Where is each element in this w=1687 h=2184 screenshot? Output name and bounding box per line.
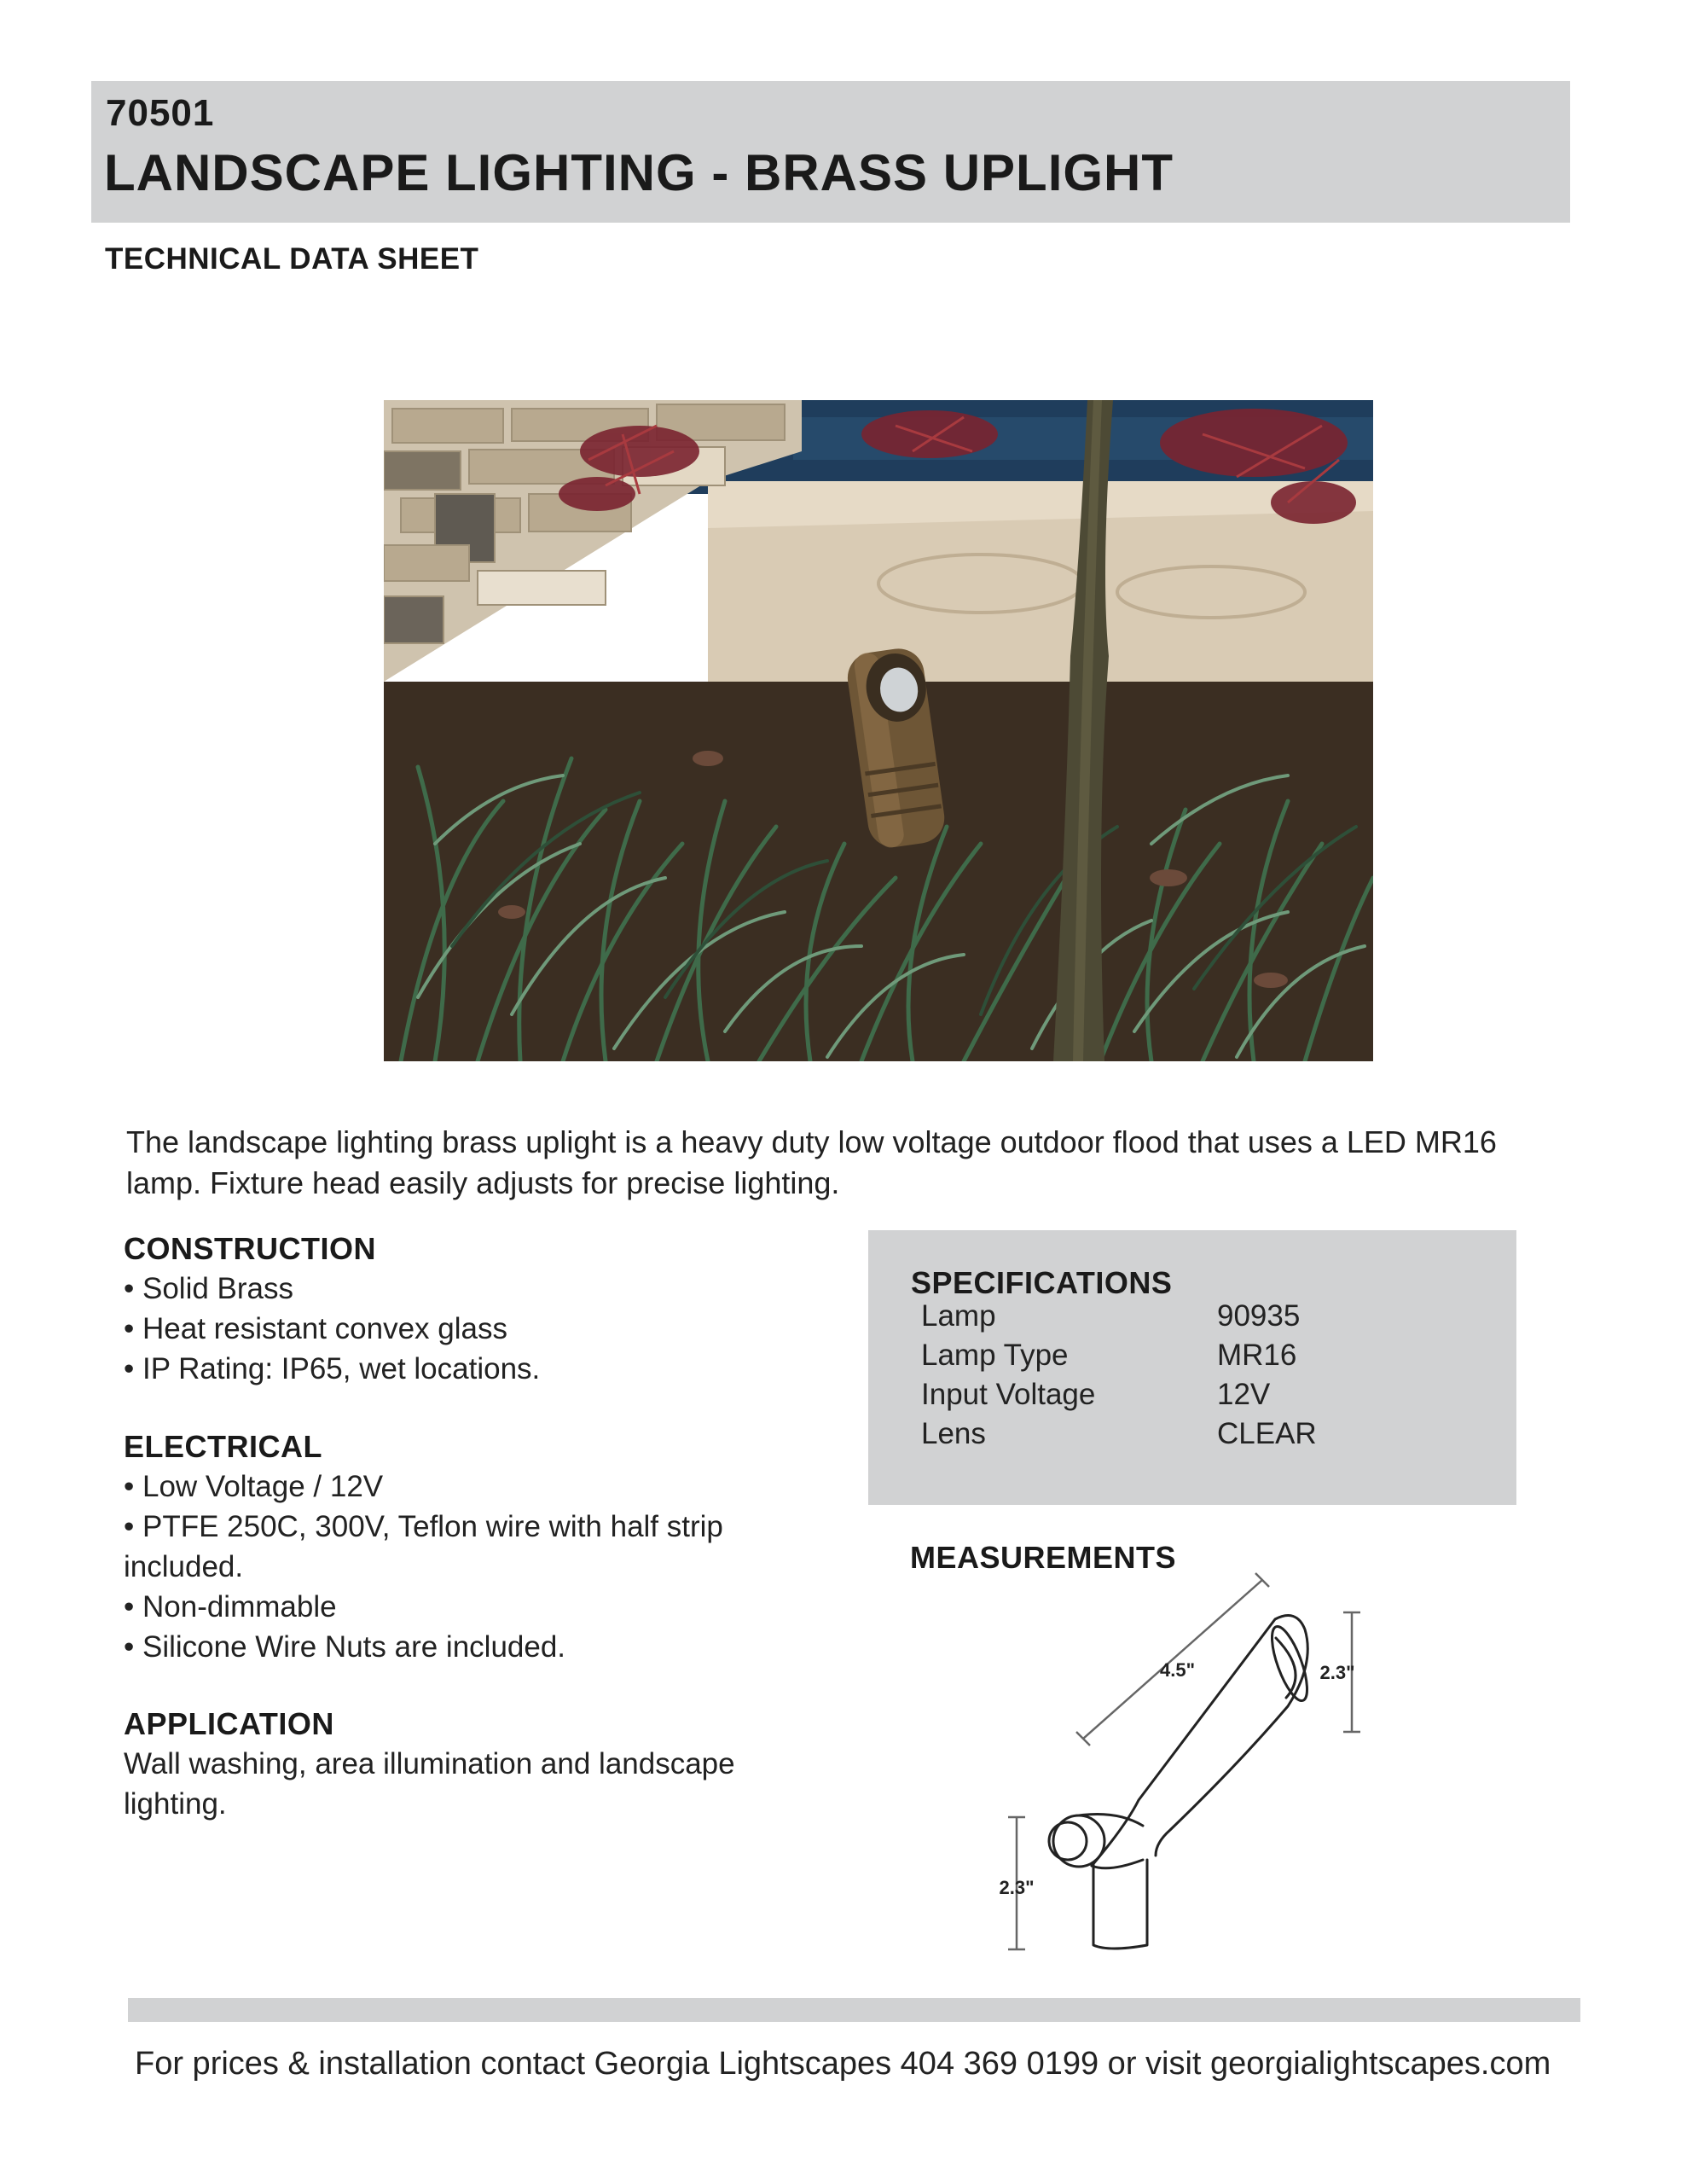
- construction-item: • Solid Brass: [124, 1269, 823, 1309]
- spec-label-lamp: Lamp: [921, 1299, 996, 1333]
- application-section: [124, 1706, 823, 1824]
- spec-value-input-voltage: 12V: [1217, 1378, 1271, 1411]
- construction-item: • IP Rating: IP65, wet locations.: [124, 1349, 823, 1389]
- construction-heading: CONSTRUCTION: [124, 1231, 376, 1266]
- measurements-heading: MEASUREMENTS: [910, 1540, 1177, 1575]
- spec-value-lamp: 90935: [1217, 1299, 1301, 1333]
- dimension-length-label: 4.5": [1160, 1659, 1196, 1681]
- spec-label-lamp-type: Lamp Type: [921, 1339, 1069, 1372]
- product-code: 70501: [106, 92, 215, 134]
- product-description: The landscape lighting brass uplight is a heavy duty low voltage outdoor flood that uses a LED MR16 lamp. Fixture head easily adjusts for precise lighting.: [126, 1124, 1497, 1200]
- application-text: Wall washing, area illumination and landscape lighting.: [124, 1747, 735, 1821]
- specifications-heading: SPECIFICATIONS: [911, 1265, 1173, 1300]
- electrical-item: • Non-dimmable: [124, 1587, 823, 1627]
- product-photo: [384, 400, 1373, 1061]
- application-heading: APPLICATION: [124, 1706, 334, 1741]
- spec-label-lens: Lens: [921, 1417, 986, 1450]
- sheet-type-label: TECHNICAL DATA SHEET: [105, 242, 479, 276]
- construction-item: • Heat resistant convex glass: [124, 1309, 823, 1349]
- footer-contact-text: For prices & installation contact Georgia Lightscapes 404 369 0199 or visit georgialightscapes.com: [135, 2046, 1551, 2082]
- footer-bar: [128, 1998, 1580, 2022]
- spec-value-lens: CLEAR: [1217, 1417, 1317, 1450]
- spec-value-lamp-type: MR16: [1217, 1339, 1297, 1372]
- dimension-head-height-label: 2.3": [1319, 1662, 1355, 1683]
- electrical-item: • Low Voltage / 12V: [124, 1467, 823, 1507]
- electrical-heading: ELECTRICAL: [124, 1429, 322, 1464]
- dimension-base-height-label: 2.3": [999, 1877, 1035, 1898]
- product-title: LANDSCAPE LIGHTING - BRASS UPLIGHT: [104, 144, 1174, 201]
- electrical-item: • Silicone Wire Nuts are included.: [124, 1627, 823, 1667]
- electrical-section: [124, 1429, 823, 1667]
- electrical-item: • PTFE 250C, 300V, Teflon wire with half strip included.: [124, 1507, 772, 1587]
- construction-section: [124, 1231, 823, 1389]
- spec-label-input-voltage: Input Voltage: [921, 1378, 1096, 1411]
- measurement-diagram: [981, 1570, 1382, 1954]
